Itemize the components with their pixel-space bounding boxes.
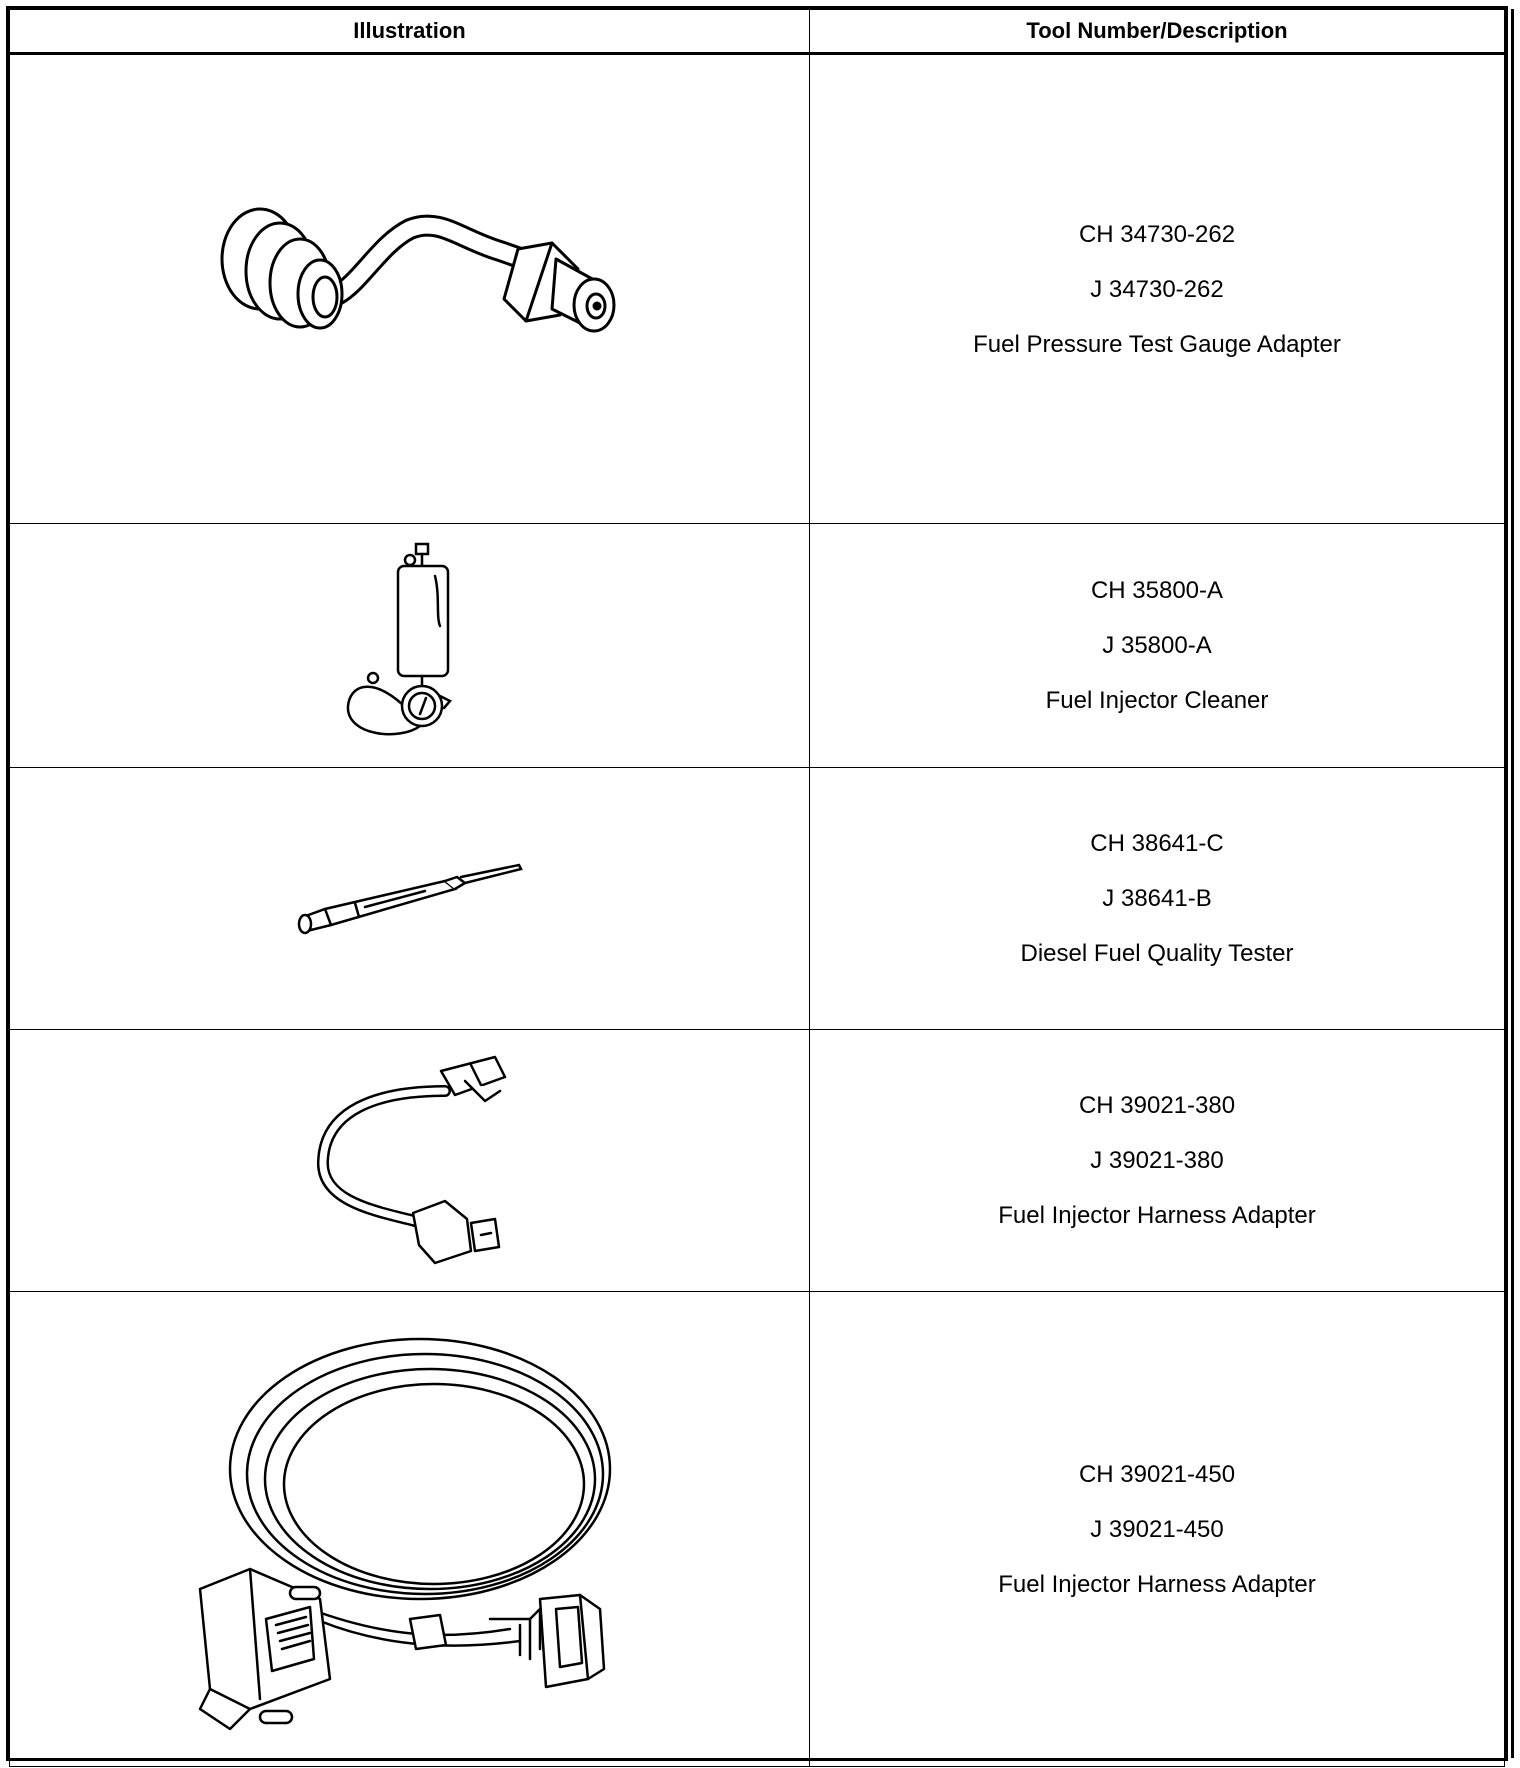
description-cell [810,768,1505,1030]
header-row [10,10,1505,54]
table-row [10,768,1505,1030]
j-tool-number: J 39021-450 [1090,1515,1224,1543]
description-cell [810,54,1505,524]
tool-description: Fuel Injector Cleaner [1045,687,1269,714]
illustration-cell [10,54,810,524]
j-tool-number: J 35800-A [1102,632,1212,659]
ch-tool-number: CH 35800-A [1090,577,1224,604]
tool-table [6,6,1508,1761]
j-tool-number: J 34730-262 [1090,275,1224,303]
table-row [10,1030,1505,1292]
illustration-header: Illustration [10,10,810,54]
fuel-injector-cleaner-icon [340,536,480,756]
tool-description: Diesel Fuel Quality Tester [1020,940,1294,967]
tool-header: Tool Number/Description [810,10,1505,54]
tool-description: Fuel Injector Harness Adapter [998,1202,1316,1229]
description-cell [810,1292,1505,1767]
illustration-cell [10,1030,810,1292]
tool-description: Fuel Injector Harness Adapter [998,1570,1316,1598]
j-tool-number: J 38641-B [1102,885,1212,912]
illustration-cell [10,768,810,1030]
diesel-fuel-quality-tester-icon [295,859,525,939]
description-cell [810,1030,1505,1292]
ch-tool-number: CH 34730-262 [1078,220,1236,248]
fuel-pressure-test-gauge-adapter-icon [200,189,620,389]
j-tool-number: J 39021-380 [1090,1147,1224,1174]
table-row [10,1292,1505,1767]
illustration-cell [10,1292,810,1767]
table-row [10,54,1505,524]
ch-tool-number: CH 39021-380 [1078,1092,1236,1119]
ch-tool-number: CH 39021-450 [1078,1460,1236,1488]
injector-harness-adapter-long-icon [190,1319,630,1739]
illustration-cell [10,524,810,768]
ch-tool-number: CH 38641-C [1090,830,1224,857]
table-row [10,524,1505,768]
injector-harness-adapter-short-icon [295,1051,525,1271]
tool-description: Fuel Pressure Test Gauge Adapter [973,330,1341,358]
description-cell [810,524,1505,768]
